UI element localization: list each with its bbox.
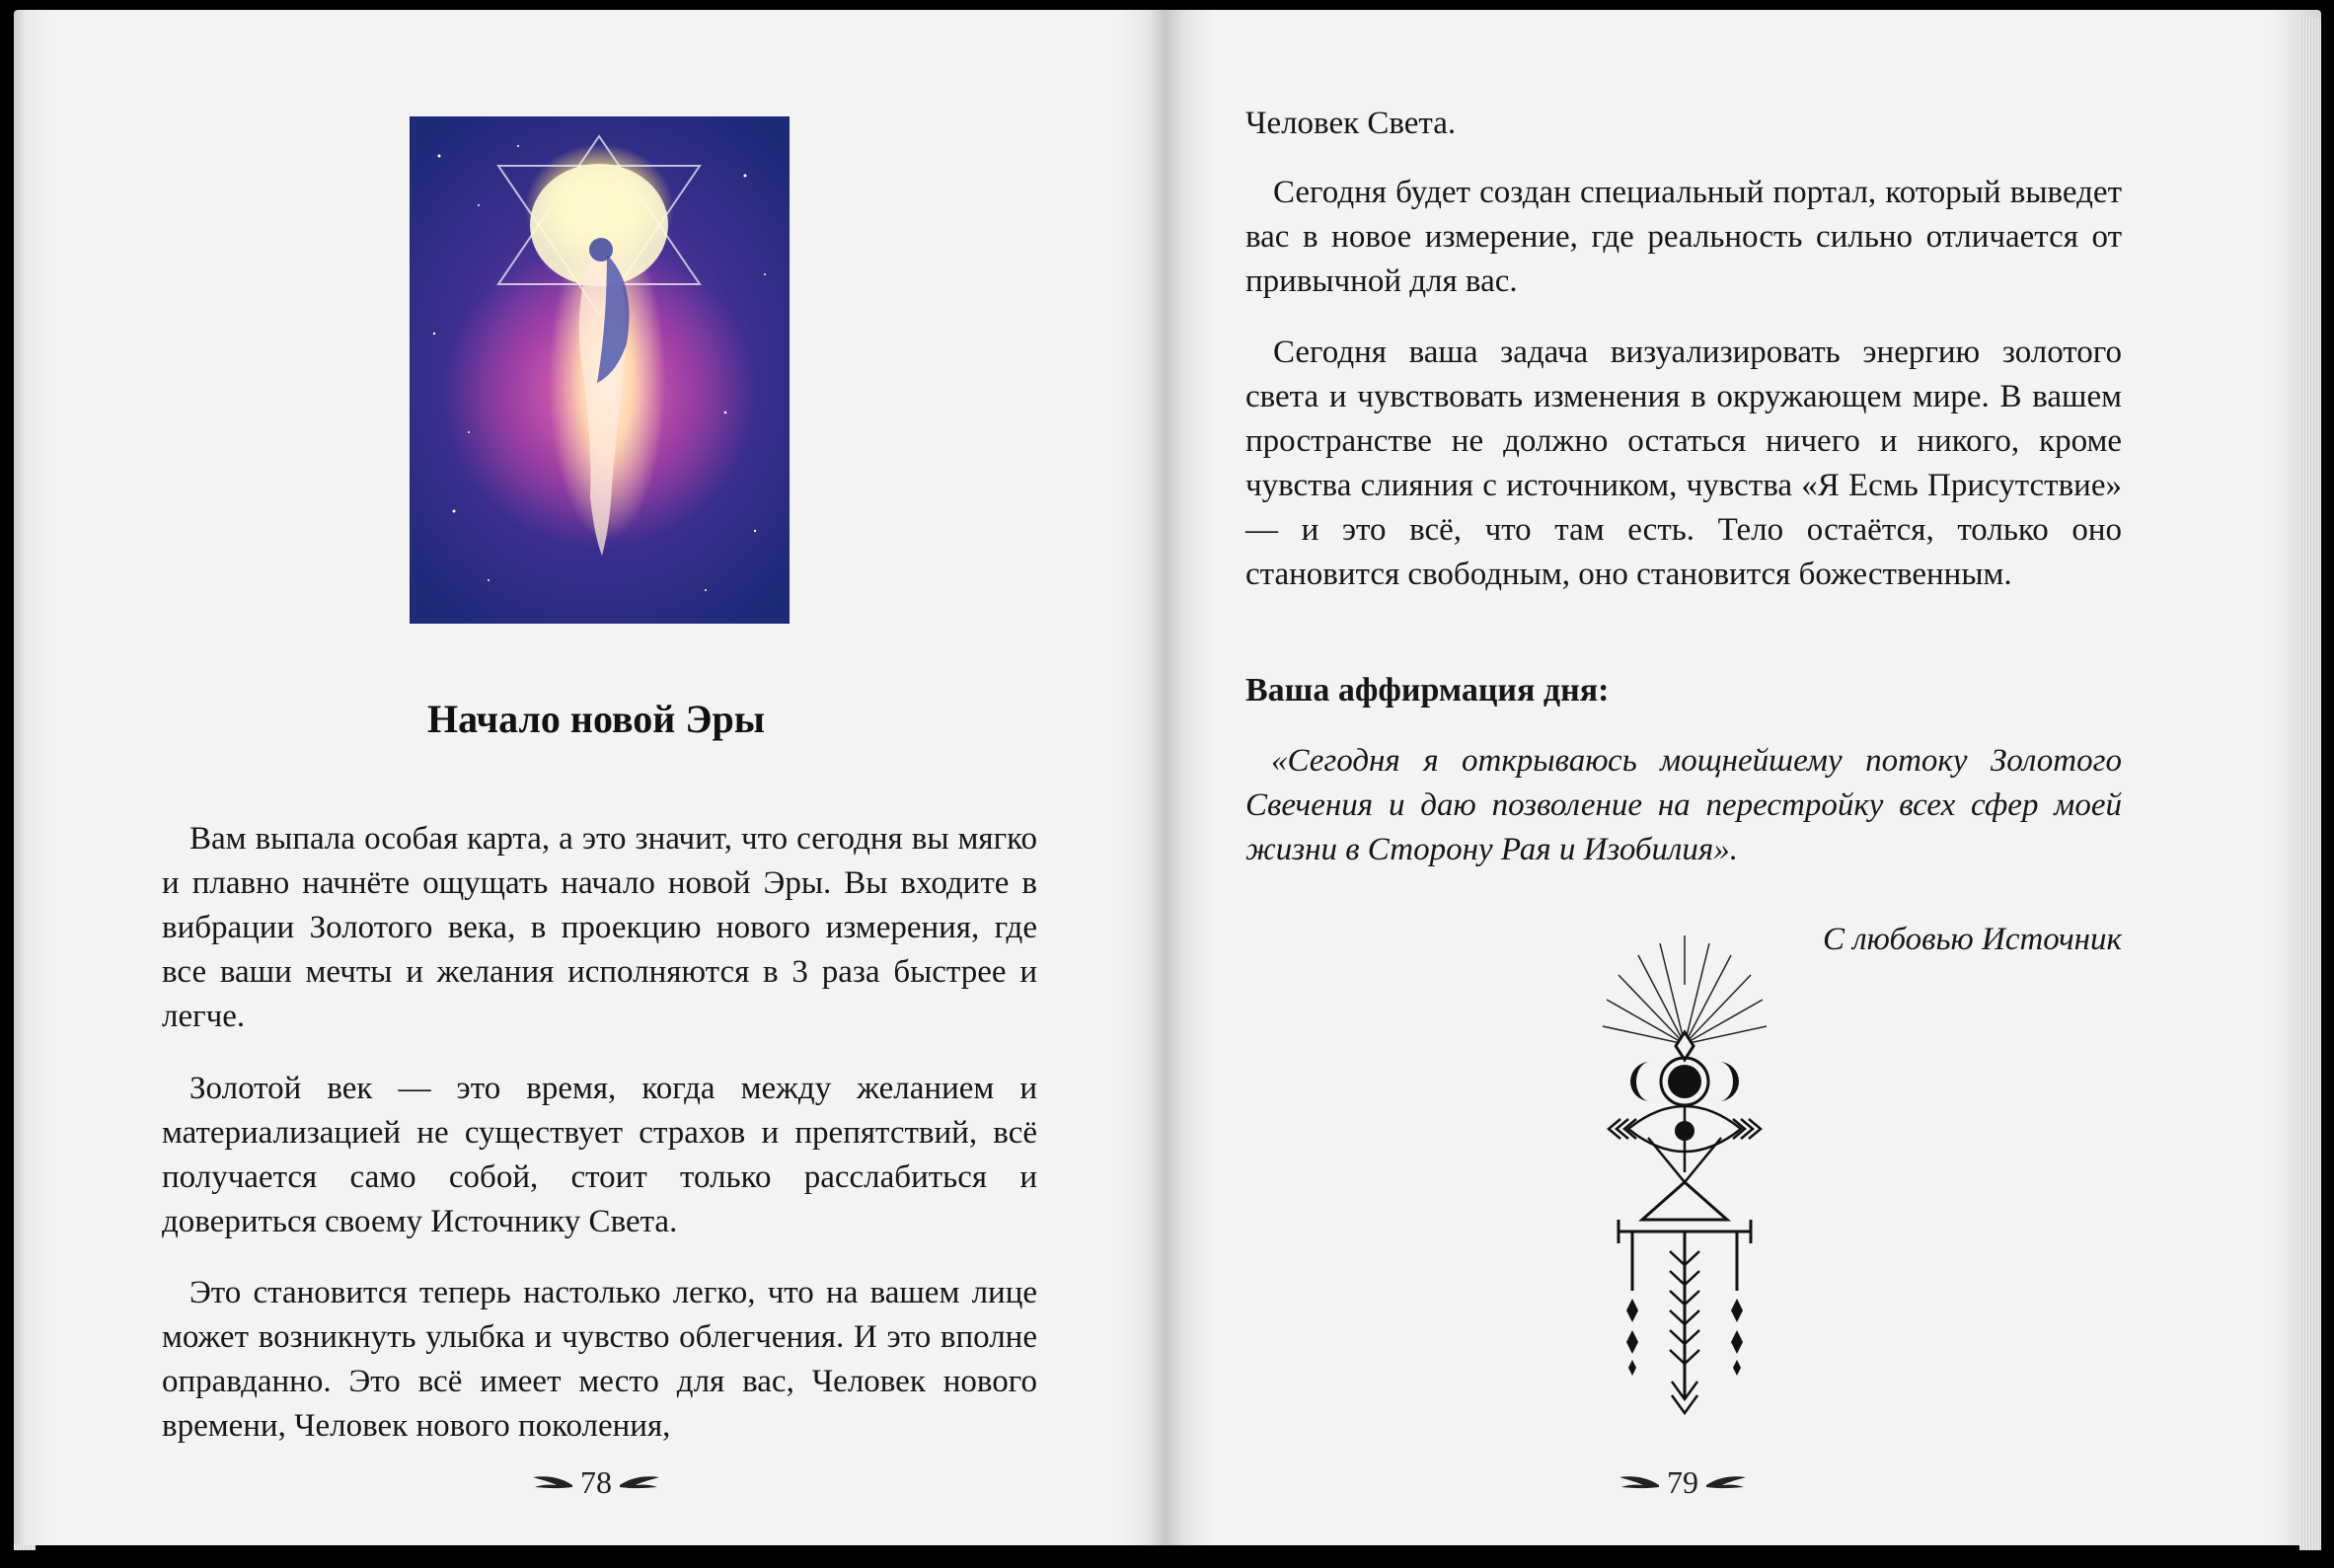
right-page-number	[1619, 1464, 1746, 1501]
page-edges-right	[2299, 18, 2321, 1550]
right-continuation: Человек Света.	[1245, 106, 1457, 141]
wing-left-icon	[1619, 1473, 1659, 1493]
affirmation-heading: Ваша аффирмация дня:	[1245, 672, 1610, 709]
wing-right-icon	[620, 1473, 659, 1493]
signature: С любовью Источник	[1822, 922, 2122, 957]
chapter-title: Начало новой Эры	[427, 697, 765, 741]
mystic-eye-ornament-icon	[1599, 935, 1770, 1415]
cosmic-figure-illustration	[410, 116, 790, 624]
wing-right-icon	[1706, 1473, 1746, 1493]
left-paragraph-3: Это становится теперь настолько легко, что на вашем лице может возникнуть улыбка и чувство облегчения. И это вполне оправданно. Это всё имеет место для вас, Человек нового времени, Человек нового поколения,	[162, 1275, 1037, 1444]
left-paragraph-1: Вам выпала особая карта, а это значит, что сегодня вы мягко и плавно начнёте ощущать начало новой Эры. Вы входите в вибрации Золотого века, в проекцию нового измерения, где все ваши мечты и желания исполняются в 3 раза быстрее и легче.	[162, 821, 1037, 1034]
left-page-number	[533, 1464, 659, 1501]
right-paragraph-2: Сегодня ваша задача визуализировать энергию золотого света и чувствовать изменения в окружающем мире. В вашем пространстве не должно остаться ничего и никого, кроме чувства слияния с источником, чувства «Я Есмь Присутствие» — и это всё, что там есть. Тело остаётся, только оно становится свободным, оно становится божественным.	[1245, 335, 2122, 592]
wing-left-icon	[533, 1473, 572, 1493]
right-paragraph-1: Сегодня будет создан специальный портал, который выведет вас в новое измерение, где реальность сильно отличается от привычной для вас.	[1245, 175, 2122, 299]
page-number-79: 79	[1667, 1464, 1698, 1500]
affirmation-quote: «Сегодня я открываюсь мощнейшему потоку Золотого Свечения и даю позволение на перестройку всех сфер моей жизни в Сторону Рая и Изобилия».	[1245, 743, 2122, 867]
page-number-78: 78	[580, 1464, 612, 1500]
left-paragraph-2: Золотой век — это время, когда между желанием и материализацией не существует страхов и препятствий, всё получается само собой, стоит только расслабиться и довериться своему Источнику Света.	[162, 1071, 1037, 1239]
